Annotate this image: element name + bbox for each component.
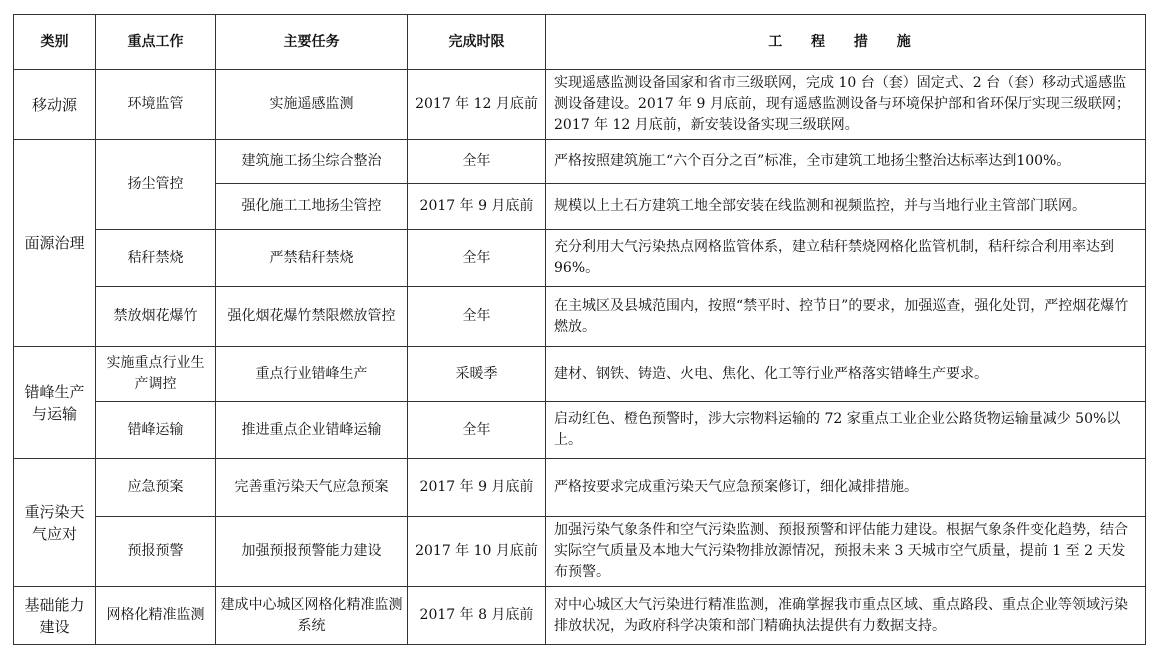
deadline-cell: 全年	[408, 140, 546, 184]
table-row	[14, 517, 1146, 587]
focus-cell: 应急预案	[96, 459, 216, 517]
measures-table	[13, 14, 1146, 645]
task-cell: 严禁秸秆禁烧	[216, 230, 408, 287]
measures-cell: 充分利用大气污染热点网格监管体系，建立秸秆禁烧网格化监管机制，秸秆综合利用率达到 96%。	[546, 230, 1146, 287]
measures-cell: 建材、钢铁、铸造、火电、焦化、化工等行业严格落实错峰生产要求。	[546, 347, 1146, 402]
header-row	[14, 15, 1146, 70]
measures-cell: 在主城区及县城范围内，按照“禁平时、控节日”的要求，加强巡查，强化处罚，严控烟花爆竹燃放。	[546, 287, 1146, 347]
table-row	[14, 230, 1146, 287]
task-cell: 推进重点企业错峰运输	[216, 402, 408, 459]
header-category: 类别	[14, 15, 96, 70]
measures-cell: 实现遥感监测设备国家和省市三级联网，完成 10 台（套）固定式、2 台（套）移动式遥感监测设备建设。2017 年 9 月底前，现有遥感监测设备与环境保护部和省环保厅实现三级联网；2017 年 12 月底前，新安装设备实现三级联网。	[546, 70, 1146, 140]
category-cell: 重污染天气应对	[14, 459, 96, 587]
header-measures: 工 程 措 施	[546, 15, 1146, 70]
focus-cell: 预报预警	[96, 517, 216, 587]
deadline-cell: 2017 年 9 月底前	[408, 184, 546, 230]
table-row	[14, 347, 1146, 402]
deadline-cell: 2017 年 9 月底前	[408, 459, 546, 517]
table-row	[14, 587, 1146, 645]
deadline-cell: 全年	[408, 402, 546, 459]
category-cell: 移动源	[14, 70, 96, 140]
table-row	[14, 70, 1146, 140]
task-cell: 强化施工工地扬尘管控	[216, 184, 408, 230]
header-deadline: 完成时限	[408, 15, 546, 70]
category-cell: 基础能力建设	[14, 587, 96, 645]
task-cell: 建成中心城区网格化精准监测系统	[216, 587, 408, 645]
task-cell: 强化烟花爆竹禁限燃放管控	[216, 287, 408, 347]
focus-cell: 环境监管	[96, 70, 216, 140]
task-cell: 重点行业错峰生产	[216, 347, 408, 402]
focus-cell: 错峰运输	[96, 402, 216, 459]
focus-cell: 扬尘管控	[96, 140, 216, 230]
deadline-cell: 全年	[408, 287, 546, 347]
table-row	[14, 287, 1146, 347]
focus-cell: 秸秆禁烧	[96, 230, 216, 287]
category-cell: 错峰生产与运输	[14, 347, 96, 459]
task-cell: 实施遥感监测	[216, 70, 408, 140]
table-row	[14, 402, 1146, 459]
header-task: 主要任务	[216, 15, 408, 70]
deadline-cell: 2017 年 10 月底前	[408, 517, 546, 587]
table-row	[14, 459, 1146, 517]
table-row	[14, 140, 1146, 184]
deadline-cell: 全年	[408, 230, 546, 287]
focus-cell: 禁放烟花爆竹	[96, 287, 216, 347]
measures-cell: 严格按照建筑施工“六个百分之百”标准，全市建筑工地扬尘整治达标率达到100%。	[546, 140, 1146, 184]
task-cell: 加强预报预警能力建设	[216, 517, 408, 587]
measures-cell: 规模以上土石方建筑工地全部安装在线监测和视频监控，并与当地行业主管部门联网。	[546, 184, 1146, 230]
deadline-cell: 2017 年 12 月底前	[408, 70, 546, 140]
category-cell: 面源治理	[14, 140, 96, 347]
focus-cell: 网格化精准监测	[96, 587, 216, 645]
measures-cell: 启动红色、橙色预警时，涉大宗物料运输的 72 家重点工业企业公路货物运输量减少 50%以上。	[546, 402, 1146, 459]
measures-cell: 加强污染气象条件和空气污染监测、预报预警和评估能力建设。根据气象条件变化趋势，结合实际空气质量及本地大气污染物排放源情况，预报未来 3 天城市空气质量，提前 1 至 2 天发布预警。	[546, 517, 1146, 587]
focus-cell: 实施重点行业生产调控	[96, 347, 216, 402]
deadline-cell: 2017 年 8 月底前	[408, 587, 546, 645]
measures-cell: 严格按要求完成重污染天气应急预案修订，细化减排措施。	[546, 459, 1146, 517]
header-focus: 重点工作	[96, 15, 216, 70]
deadline-cell: 采暖季	[408, 347, 546, 402]
measures-cell: 对中心城区大气污染进行精准监测，准确掌握我市重点区域、重点路段、重点企业等领域污染排放状况，为政府科学决策和部门精确执法提供有力数据支持。	[546, 587, 1146, 645]
task-cell: 建筑施工扬尘综合整治	[216, 140, 408, 184]
task-cell: 完善重污染天气应急预案	[216, 459, 408, 517]
